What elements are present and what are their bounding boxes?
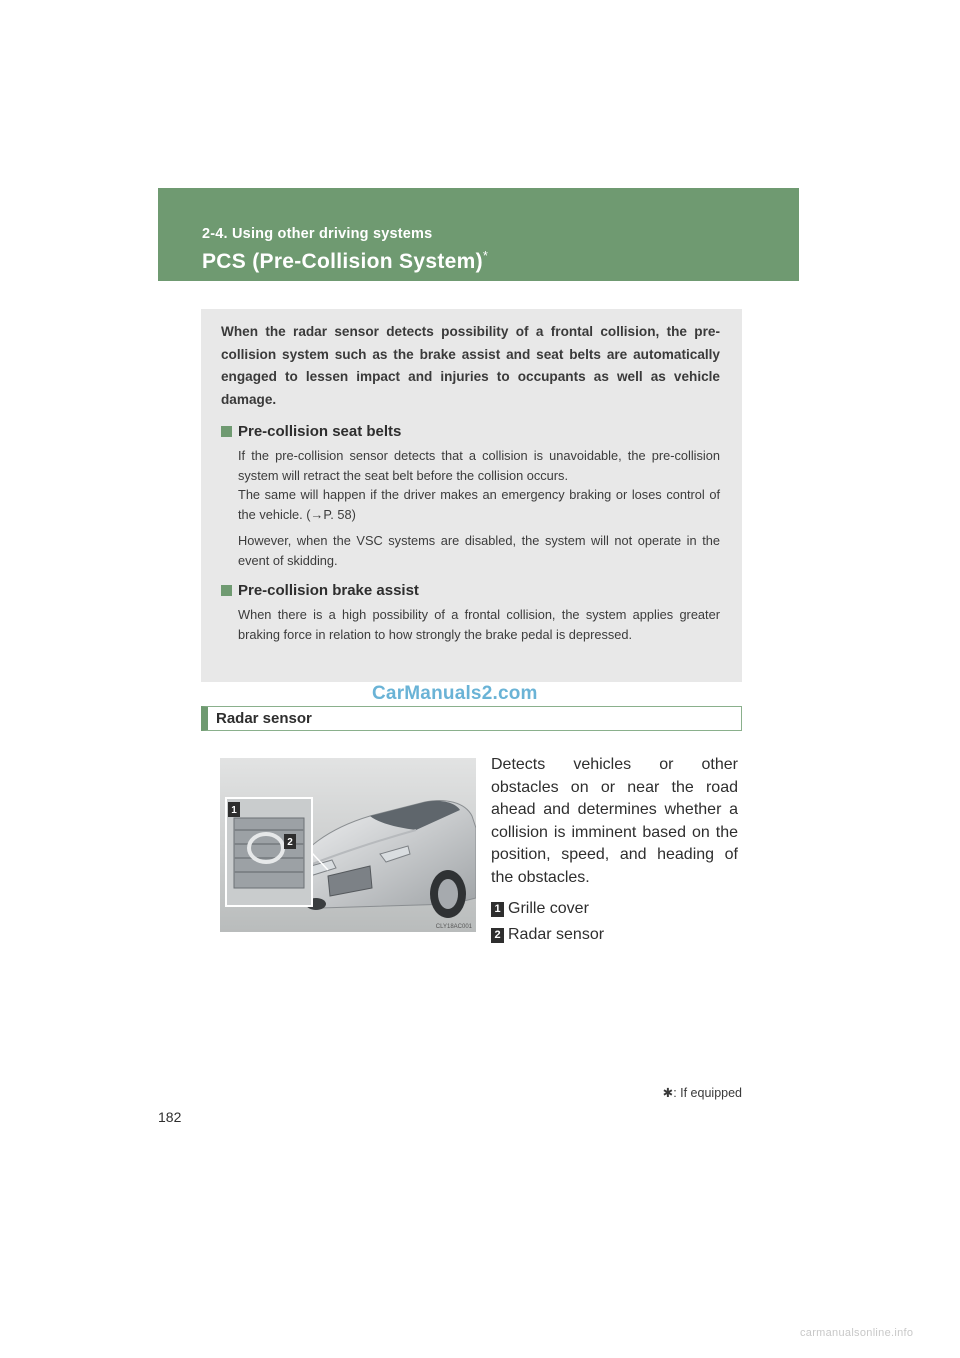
car-front-figure (220, 758, 476, 932)
seatbelts-paragraph-1: If the pre-collision sensor detects that a collision is unavoidable, the pre-collision system will retract the seat belt before the collision occurs. (238, 448, 720, 483)
legend-number-1: 1 (491, 902, 504, 917)
radar-sensor-heading (201, 706, 742, 731)
legend-number-2: 2 (491, 928, 504, 943)
brake-heading-text: Pre-collision brake assist (238, 582, 419, 599)
watermark: CarManuals2.com (372, 683, 538, 704)
legend-label-1: Grille cover (508, 900, 589, 917)
footer-watermark: carmanualsonline.info (800, 1327, 914, 1339)
intro-text: When the radar sensor detects possibility of a frontal collision, the pre-collision system such as the brake assist and seat belts are automatically engaged to lessen impact and injuries to occupants as well as vehicle damage. (221, 324, 720, 407)
seatbelts-paragraph-3: However, when the VSC systems are disabled, the system will not operate in the event of skidding. (238, 533, 720, 568)
brake-paragraph: When there is a high possibility of a frontal collision, the system applies greater braking force in relation to how strongly the brake pedal is depressed. (238, 607, 720, 642)
page-title (202, 250, 488, 274)
svg-text:1: 1 (231, 805, 237, 816)
legend-item-grille-cover (491, 900, 589, 918)
footnote-if-equipped: ✱: If equipped (662, 1086, 742, 1100)
legend-item-radar-sensor (491, 926, 604, 944)
intro-box (201, 309, 742, 682)
svg-text:2: 2 (287, 837, 293, 848)
figure-code: CLY18AC001 (435, 924, 472, 930)
page-number: 182 (158, 1109, 182, 1125)
seatbelts-heading-text: Pre-collision seat belts (238, 423, 402, 440)
bullet-square-icon (221, 426, 232, 437)
equipped-mark: * (482, 248, 489, 263)
car-illustration (220, 758, 476, 932)
legend-label-2: Radar sensor (508, 926, 605, 943)
radar-description: Detects vehicles or other obstacles on or near the road ahead and determines whether a collision is imminent based on the position, speed, and heading of the obstacles. (491, 756, 738, 886)
seatbelts-heading (221, 423, 720, 440)
section-label: 2-4. Using other driving systems (202, 226, 433, 242)
section-header (158, 188, 799, 281)
brake-heading (221, 582, 720, 599)
bullet-square-icon (221, 585, 232, 596)
page-title-text: PCS (Pre-Collision System) (202, 250, 483, 273)
radar-sensor-heading-text: Radar sensor (216, 710, 312, 727)
seatbelts-paragraph-2: The same will happen if the driver makes an emergency braking or loses control of the vehicle. (→P. 58) (238, 487, 720, 522)
